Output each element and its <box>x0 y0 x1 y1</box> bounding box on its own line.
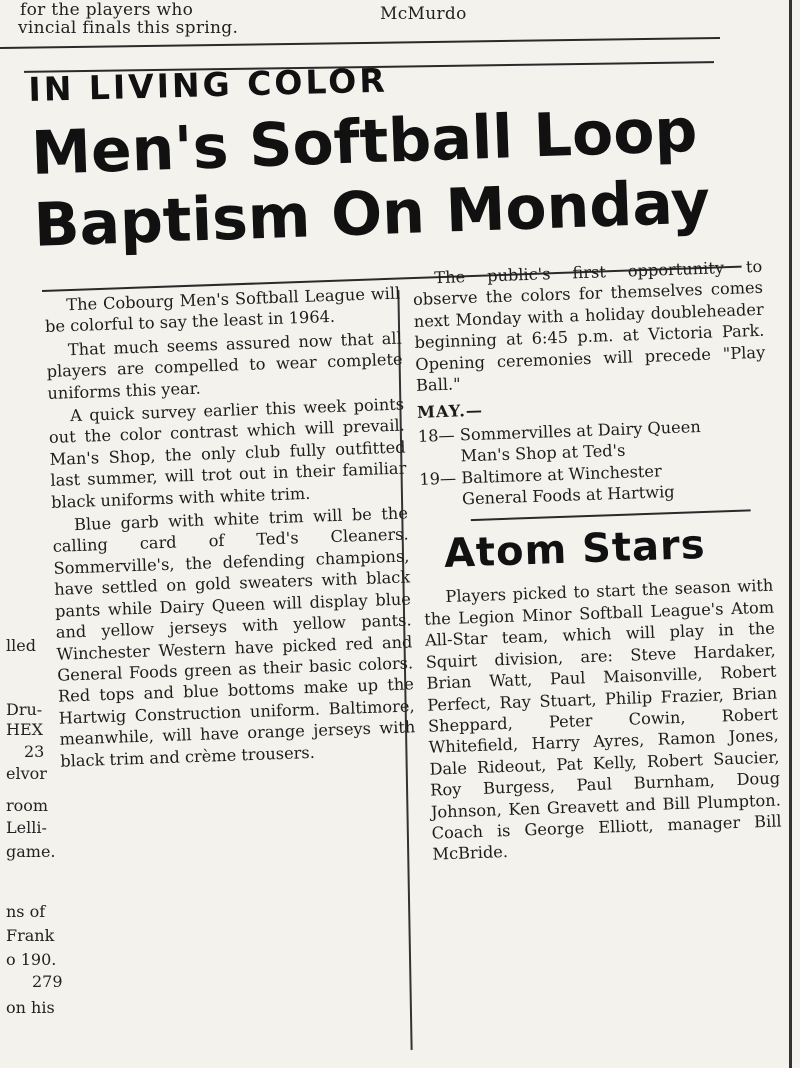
margin-fragment: game. <box>6 842 56 861</box>
margin-fragment: lled <box>6 636 36 655</box>
margin-fragment: HEX <box>6 720 44 739</box>
schedule-game: Sommervilles at Dairy Queen <box>459 416 702 445</box>
previous-article-line2: vincial finals this spring. <box>18 18 239 38</box>
schedule-day <box>418 446 461 469</box>
margin-fragment: 279 <box>32 972 63 991</box>
clipping-edge <box>789 0 792 1068</box>
schedule-month: MAY.— <box>416 401 484 423</box>
margin-fragment: Dru- <box>6 700 43 719</box>
margin-fragment: 23 <box>24 742 45 761</box>
headline-line-2: Baptism On Monday <box>32 167 712 261</box>
margin-fragment: elvor <box>6 764 47 783</box>
paragraph: The public's first opportunity to observe the colors for themselves comes next Monday with a holiday doubleheader beginning at 6:45 p.m. at Victoria Park. Opening ceremonies will precede "Play Ball." <box>412 256 766 395</box>
headline-line-1: Men's Softball Loop <box>30 95 699 189</box>
article-left-column <box>44 283 416 774</box>
article-headline <box>30 92 775 262</box>
margin-fragment: Frank <box>6 926 55 945</box>
schedule-day <box>420 488 463 511</box>
subhead-rule <box>471 510 751 522</box>
margin-fragment: o 190. <box>6 950 57 969</box>
margin-fragment: Lelli- <box>6 818 47 837</box>
paragraph: Blue garb with white trim will be the calling card of Ted's Cleaners. Sommerville's, the defending champions, have settled on gold sweaters with black pants while Dairy Queen will display blue and yellow jerseys with yellow pants. Winchester Western have picked red and General Foods green as their basic colors. Red tops and blue bottoms make up the Hartwig Construction uniform. Baltimore, meanwhile, will have orange jerseys with black trim and crème trousers. <box>52 503 416 771</box>
schedule-game: Man's Shop at Ted's <box>460 440 626 466</box>
margin-fragment: on his <box>6 998 55 1017</box>
schedule-day: 18— <box>417 425 455 446</box>
second-article-headline: Atom Stars <box>443 522 707 578</box>
schedule-day: 19— <box>419 468 457 489</box>
margin-fragment: ns of <box>6 902 46 921</box>
previous-article-line1-left: for the players who <box>20 0 194 20</box>
paragraph: A quick survey earlier this week points out the color contrast which will prevail. Man's Shop, the only club fully outfitted last summer, will trot out in their familiar black uniforms with white trim. <box>48 394 407 512</box>
previous-article-line1-right: McMurdo <box>380 4 467 24</box>
schedule-game: Baltimore at Winchester <box>461 461 662 488</box>
second-article-body: Players picked to start the season with the Legion Minor Softball League's Atom All-Star team, which will play in the Squirt division, are: Steve Hardaker, Brian Watt, Paul Maisonville, Robert Perfect, Ray Stuart, Philip Frazier, Brian Sheppard, Peter Cowin, Robert Whitefield, Harry Ayres, Ramon Jones, Dale Rideout, Pat Kelly, Robert Saucier, Roy Burgess, Paul Burnham, Doug Johnson, Ken Greavett and Bill Plumpton. Coach is George Elliott, manager Bill McBride. <box>423 576 782 864</box>
article-kicker: IN LIVING COLOR <box>28 60 389 109</box>
schedule-game: General Foods at Hartwig <box>461 482 675 509</box>
paragraph: The Cobourg Men's Softball League will be colorful to say the least in 1964. <box>44 283 401 337</box>
article-right-column <box>412 256 783 868</box>
section-divider <box>0 37 720 49</box>
margin-fragment: room <box>6 796 49 815</box>
paragraph: That much seems assured now that all players are compelled to wear complete uniforms this year. <box>46 328 403 403</box>
